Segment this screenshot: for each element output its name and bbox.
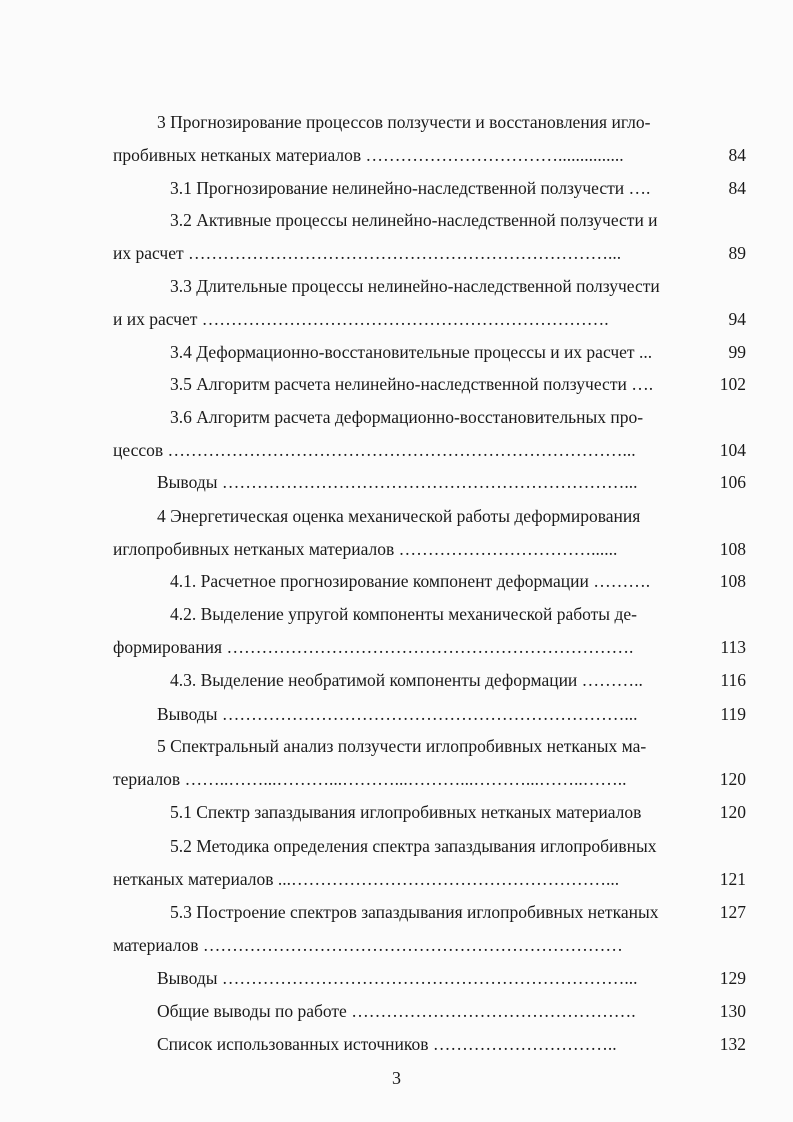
toc-entry-text: 3.3 Длительные процессы нелинейно-наследственной ползучести	[170, 276, 660, 296]
toc-page-number: 129	[719, 968, 746, 988]
toc-entry-text: и их расчет …………………………………………………………….	[113, 309, 609, 329]
toc-entry-text: 3 Прогнозирование процессов ползучести и восстановления игло-	[157, 112, 651, 132]
toc-entry-text: 3.1 Прогнозирование нелинейно-наследственной ползучести ….	[170, 178, 651, 198]
toc-page-number: 132	[719, 1034, 746, 1054]
toc-page-number: 102	[719, 374, 746, 394]
toc-entry-text: 5.2 Методика определения спектра запаздывания иглопробивных	[170, 836, 657, 856]
toc-entry-text: цессов ……………………………………………………………………...	[113, 440, 636, 460]
toc-page-number: 120	[719, 769, 746, 789]
toc-page-number: 113	[720, 637, 746, 657]
toc-entry-text: 5.1 Спектр запаздывания иглопробивных нетканых материалов	[170, 802, 642, 822]
toc-page-number: 104	[719, 440, 746, 460]
toc-entry-text: 4.1. Расчетное прогнозирование компонент деформации ……….	[170, 571, 651, 591]
toc-entry-text: 4.3. Выделение необратимой компоненты деформации ………..	[170, 670, 643, 690]
toc-page-number: 127	[719, 902, 746, 922]
page-footer-number: 3	[392, 1068, 401, 1088]
toc-entry-text: Список использованных источников …………………………..	[157, 1034, 617, 1054]
toc-page-number: 106	[719, 472, 746, 492]
toc-entry-text: 3.4 Деформационно-восстановительные процессы и их расчет ...	[170, 342, 653, 362]
toc-page-number: 84	[728, 145, 746, 165]
toc-entry-text: их расчет ………………………………………………………………...	[113, 243, 622, 263]
toc-page-number: 89	[728, 243, 746, 263]
toc-entry-text: Выводы ……………………………………………………………...	[157, 472, 638, 492]
toc-entry-text: формирования …………………………………………………………….	[113, 637, 634, 657]
toc-page-number: 119	[720, 704, 746, 724]
toc-entry-text: 3.5 Алгоритм расчета нелинейно-наследственной ползучести ….	[170, 374, 654, 394]
toc-page-number: 130	[719, 1001, 746, 1021]
toc-page-number: 84	[728, 178, 746, 198]
toc-entry-text: 4.2. Выделение упругой компоненты механической работы де-	[170, 604, 637, 624]
toc-entry-text: 3.2 Активные процессы нелинейно-наследственной ползучести и	[170, 210, 658, 230]
toc-page-number: 108	[719, 539, 746, 559]
toc-entry-text: 5.3 Построение спектров запаздывания иглопробивных нетканых	[170, 902, 659, 922]
toc-entry-text: материалов ………………………………………………………………	[113, 935, 623, 955]
toc-page-number: 108	[719, 571, 746, 591]
toc-entry-text: пробивных нетканых материалов ……………………………...............	[113, 145, 624, 165]
toc-entry-text: 3.6 Алгоритм расчета деформационно-восстановительных про-	[170, 407, 644, 427]
toc-entry-text: Выводы ……………………………………………………………...	[157, 968, 638, 988]
toc-entry-text: 5 Спектральный анализ ползучести иглопробивных нетканых ма-	[157, 736, 647, 756]
toc-entry-text: териалов ……..……...………...………...………...………...……..……..	[113, 769, 627, 789]
toc-page-number: 94	[728, 309, 746, 329]
toc-page-number: 116	[720, 670, 746, 690]
toc-entry-text: 4 Энергетическая оценка механической работы деформирования	[157, 506, 641, 526]
toc-entry-text: иглопробивных нетканых материалов ……………………………......	[113, 539, 618, 559]
toc-entry-text: нетканых материалов ...………………………………………………...	[113, 869, 620, 889]
toc-page-number: 120	[719, 802, 746, 822]
toc-entry-text: Общие выводы по работе ………………………………………….	[157, 1001, 636, 1021]
toc-entry-text: Выводы ……………………………………………………………...	[157, 704, 638, 724]
toc-page-number: 121	[719, 869, 746, 889]
toc-page-number: 99	[728, 342, 746, 362]
